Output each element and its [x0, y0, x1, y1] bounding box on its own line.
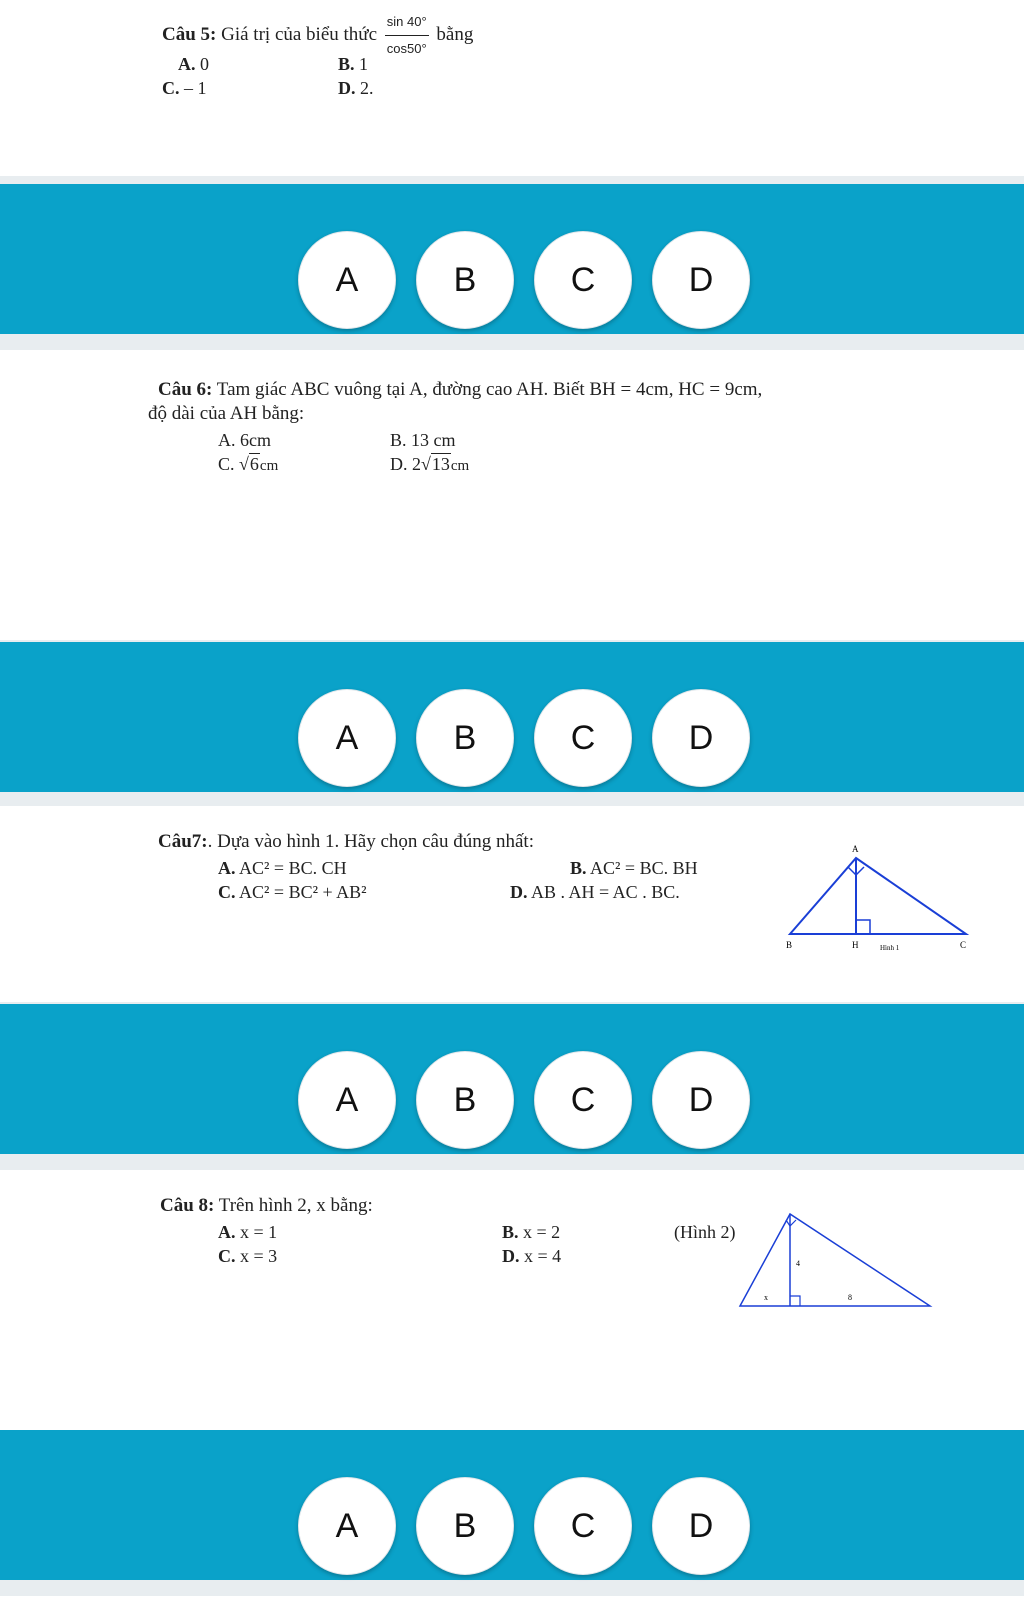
figure-2-caption: (Hình 2) [674, 1222, 736, 1242]
question-7-option-b: B. AC² = BC. BH [570, 858, 698, 878]
right-angle-mark-top [786, 1220, 796, 1226]
question-7-option-c: C. AC² = BC² + AB² [218, 882, 367, 902]
vertex-c-label: C [960, 940, 967, 950]
question-card-6 [0, 350, 1024, 640]
question-5-option-a: A. 0 [178, 54, 209, 74]
question-7-prompt: . Dựa vào hình 1. Hãy chọn câu đúng nhất: [207, 831, 534, 852]
question-6-text [158, 378, 762, 402]
answer-choice-b[interactable]: B [416, 1477, 514, 1575]
answer-choice-b[interactable]: B [416, 1051, 514, 1149]
question-5-label: Câu 5: [162, 23, 217, 45]
question-8-option-d: D. x = 4 [502, 1246, 562, 1266]
answer-choice-a[interactable]: A [298, 689, 396, 787]
answer-choice-c[interactable]: C [534, 689, 632, 787]
question-card-next [0, 1596, 1024, 1624]
vertex-b-label: B [786, 940, 793, 950]
question-6-prompt-line2: độ dài của AH bằng: [148, 403, 305, 424]
question-card-8 [0, 1170, 1024, 1430]
answer-choice-d[interactable]: D [652, 1051, 750, 1149]
figure-1-caption: Hình 1 [880, 944, 900, 952]
question-8-option-b: B. x = 2 [502, 1222, 561, 1242]
question-5-prompt: Giá trị của biểu thức [221, 23, 378, 45]
question-8-prompt: Trên hình 2, x bằng: [218, 1195, 373, 1216]
question-6-option-d: D. 2√13cm [390, 454, 470, 474]
answer-bar-2 [0, 642, 1024, 792]
vertex-h-label: H [852, 940, 859, 950]
right-angle-mark [790, 1296, 800, 1306]
question-6-option-c: C. √6cm [218, 454, 279, 474]
right-angle-mark-h [856, 920, 870, 934]
question-6-option-a: A. 6cm [218, 430, 271, 450]
figure-2-triangle [736, 1210, 936, 1320]
question-card-7 [0, 806, 1024, 1002]
question-7-label: Câu7: [158, 831, 208, 852]
question-5-option-d: D. 2. [338, 78, 374, 98]
x-label: x [764, 1293, 768, 1302]
question-5-fraction [385, 10, 429, 61]
question-5-option-c: C. – 1 [162, 78, 207, 98]
question-8-label: Câu 8: [160, 1195, 215, 1216]
answer-choice-a[interactable]: A [298, 231, 396, 329]
triangle-abc [790, 858, 966, 934]
triangle-figure-2 [740, 1214, 930, 1306]
sqrt-radicand: 13 [431, 454, 450, 474]
segment-label: 8 [848, 1293, 852, 1302]
question-6-prompt: Tam giác ABC vuông tại A, đường cao AH. Biết BH = 4cm, HC = 9cm, [216, 379, 763, 400]
question-8-option-c: C. x = 3 [218, 1246, 278, 1266]
answer-choice-c[interactable]: C [534, 231, 632, 329]
answer-choice-a[interactable]: A [298, 1051, 396, 1149]
answer-bar-3 [0, 1004, 1024, 1154]
question-7-option-d: D. AB . AH = AC . BC. [510, 882, 680, 902]
answer-choice-a[interactable]: A [298, 1477, 396, 1575]
question-5-suffix: bằng [436, 23, 474, 45]
fraction-numerator: sin 40° [385, 10, 429, 36]
question-7-text [158, 830, 534, 854]
answer-choice-c[interactable]: C [534, 1051, 632, 1149]
answer-choice-b[interactable]: B [416, 231, 514, 329]
question-7-option-a: A. AC² = BC. CH [218, 858, 347, 878]
question-8-text [160, 1194, 373, 1218]
answer-choice-c[interactable]: C [534, 1477, 632, 1575]
fraction-denominator: cos50° [386, 41, 427, 56]
answer-choice-d[interactable]: D [652, 1477, 750, 1575]
figure-1-triangle [780, 836, 980, 956]
question-card-5 [0, 0, 1024, 176]
answer-bar-4 [0, 1430, 1024, 1580]
answer-bar-1 [0, 184, 1024, 334]
sqrt-radicand: 6 [249, 454, 259, 474]
question-8-option-a: A. x = 1 [218, 1222, 278, 1242]
question-5-option-b: B. 1 [338, 54, 369, 74]
answer-choice-b[interactable]: B [416, 689, 514, 787]
height-label: 4 [796, 1259, 800, 1268]
answer-choice-d[interactable]: D [652, 689, 750, 787]
question-6-label: Câu 6: [158, 379, 213, 400]
answer-choice-d[interactable]: D [652, 231, 750, 329]
vertex-a-label: A [852, 844, 859, 854]
question-6-option-b: B. 13 cm [390, 430, 456, 450]
